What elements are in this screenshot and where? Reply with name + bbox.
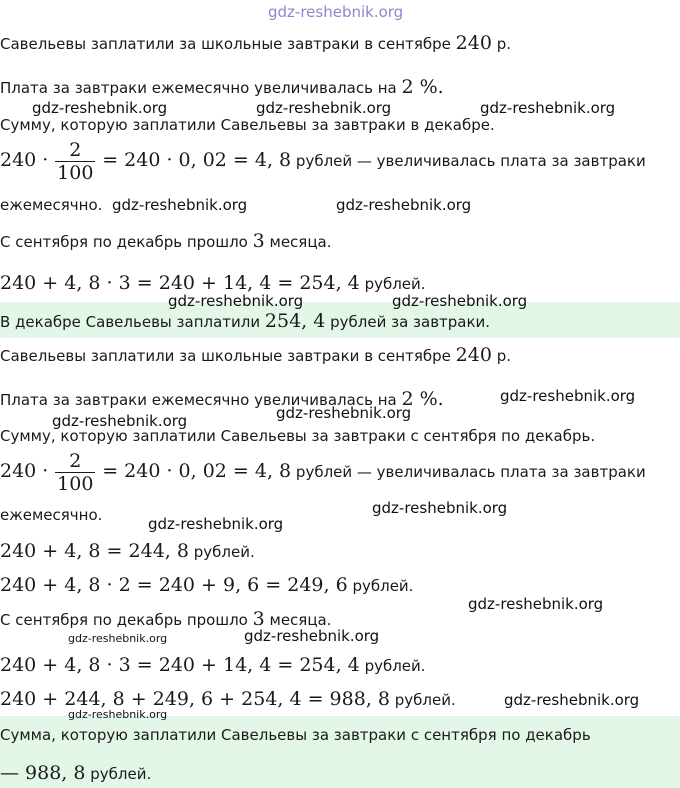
watermark-top: gdz-reshebnik.org (268, 3, 404, 21)
watermark: gdz-reshebnik.org (504, 691, 640, 709)
s1-line-4-text: рублей — увеличивалась плата за завтраки (295, 152, 646, 170)
s2-line-10-text: рублей. (394, 691, 456, 709)
s2-line-6 (0, 540, 255, 562)
watermark-small: gdz-reshebnik.org (68, 632, 168, 645)
s1-line-2-math: 2 %. (401, 76, 444, 98)
s2-answer-math: — 988, 8 (0, 762, 86, 784)
s2-line-10-math: 240 + 244, 8 + 249, 6 + 254, 4 = 988, 8 (0, 688, 390, 710)
watermark: gdz-reshebnik.org (148, 515, 284, 533)
s2-line-4-text: рублей — увеличивалась плата за завтраки (295, 463, 646, 481)
s2-line-9 (0, 654, 426, 676)
watermark: gdz-reshebnik.org (500, 387, 636, 405)
watermark: gdz-reshebnik.org (256, 99, 392, 117)
watermark-small: gdz-reshebnik.org (68, 708, 168, 721)
s2-line-5: ежемесячно. (0, 506, 103, 524)
s1-answer-math: 254, 4 (264, 310, 326, 332)
s1-line-3: Сумму, которую заплатили Савельевы за завтраки в декабре. (0, 116, 495, 134)
s2-answer-line-1: Сумма, которую заплатили Савельевы за завтраки с сентября по декабрь (0, 726, 591, 744)
watermark: gdz-reshebnik.org (480, 99, 616, 117)
s2-line-6-math: 240 + 4, 8 = 244, 8 (0, 540, 189, 562)
s1-line-6-math: 3 (252, 230, 265, 252)
s1-fraction-num: 2 (55, 139, 95, 162)
s1-line-4-pre: 240 · (0, 149, 49, 171)
s1-line-1-math: 240 (455, 32, 492, 54)
watermark: gdz-reshebnik.org (52, 412, 188, 430)
s2-line-1-math: 240 (455, 344, 492, 366)
s1-line-1-unit: р. (496, 35, 511, 53)
s1-line-2 (0, 76, 444, 98)
s2-line-3: Сумму, которую заплатили Савельевы за завтраки с сентября по декабрь. (0, 427, 596, 445)
s1-line-7-text: рублей. (364, 275, 426, 293)
watermark: gdz-reshebnik.org (244, 627, 380, 645)
watermark: gdz-reshebnik.org (112, 196, 248, 214)
s1-line-4-post: = 240 · 0, 02 = 4, 8 (102, 149, 292, 171)
s1-line-6 (0, 230, 332, 252)
watermark: gdz-reshebnik.org (468, 595, 604, 613)
watermark: gdz-reshebnik.org (336, 196, 472, 214)
watermark: gdz-reshebnik.org (372, 499, 508, 517)
s2-line-10 (0, 688, 456, 710)
s1-line-2-text: Плата за завтраки ежемесячно увеличивалась на (0, 79, 397, 97)
s2-answer-line-2 (0, 762, 151, 784)
s2-line-6-text: рублей. (193, 543, 255, 561)
s2-line-7-math: 240 + 4, 8 · 2 = 240 + 9, 6 = 249, 6 (0, 574, 348, 596)
s2-line-2-math: 2 %. (401, 388, 444, 410)
s1-fraction (55, 139, 95, 184)
s1-line-6-text: С сентября по декабрь прошло (0, 233, 248, 251)
s2-line-8-text: С сентября по декабрь прошло (0, 611, 248, 629)
s2-line-1-unit: р. (496, 347, 511, 365)
s2-line-1 (0, 344, 511, 366)
watermark: gdz-reshebnik.org (276, 404, 412, 422)
s2-line-2-text: Плата за завтраки ежемесячно увеличивалась на (0, 391, 397, 409)
s1-line-6-text2: месяца. (269, 233, 332, 251)
s1-line-7-math: 240 + 4, 8 · 3 = 240 + 14, 4 = 254, 4 (0, 272, 360, 294)
watermark: gdz-reshebnik.org (392, 292, 528, 310)
s2-fraction (55, 450, 95, 495)
s2-line-9-math: 240 + 4, 8 · 3 = 240 + 14, 4 = 254, 4 (0, 654, 360, 676)
s1-line-1 (0, 32, 511, 54)
s2-line-4-post: = 240 · 0, 02 = 4, 8 (102, 460, 292, 482)
s1-answer (0, 310, 490, 332)
s1-answer-text2: рублей за завтраки. (330, 313, 491, 331)
s2-line-7 (0, 574, 413, 596)
s1-fraction-den: 100 (57, 162, 94, 184)
s2-line-4-pre: 240 · (0, 460, 49, 482)
s2-answer-text2: рублей. (90, 765, 152, 783)
s2-line-4 (0, 450, 646, 495)
watermark: gdz-reshebnik.org (168, 292, 304, 310)
s2-fraction-den: 100 (57, 473, 94, 495)
s1-answer-text: В декабре Савельевы заплатили (0, 313, 261, 331)
s2-line-8-text2: месяца. (269, 611, 332, 629)
s2-line-7-text: рублей. (352, 577, 414, 595)
s2-line-8-math: 3 (252, 608, 265, 630)
s1-line-5: ежемесячно. (0, 196, 103, 214)
s2-fraction-num: 2 (55, 450, 95, 473)
s2-line-1-text: Савельевы заплатили за школьные завтраки в сентябре (0, 347, 451, 365)
s1-line-7 (0, 272, 426, 294)
s1-line-1-text: Савельевы заплатили за школьные завтраки в сентябре (0, 35, 451, 53)
watermark: gdz-reshebnik.org (32, 99, 168, 117)
s2-line-9-text: рублей. (364, 657, 426, 675)
s1-line-4 (0, 139, 646, 184)
